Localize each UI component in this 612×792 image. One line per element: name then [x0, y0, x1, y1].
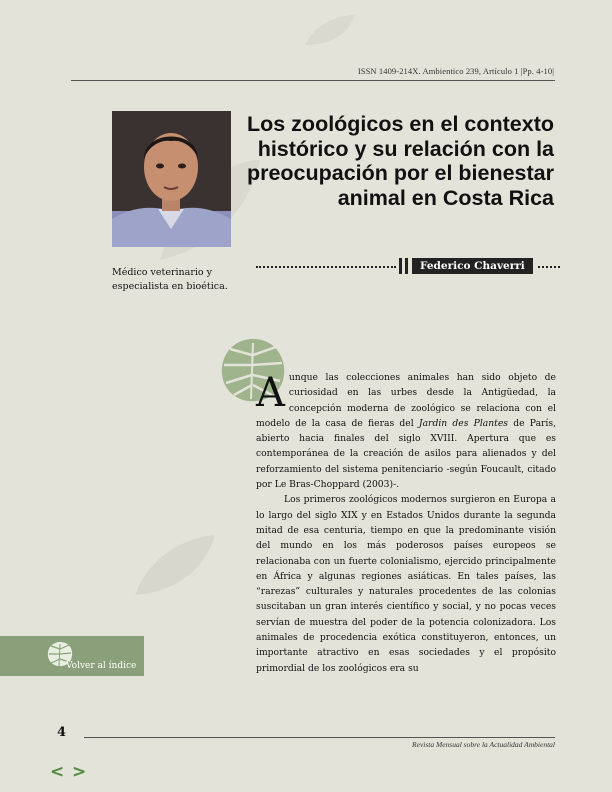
back-to-index-label: Volver al índice: [66, 661, 137, 671]
background-leaf-decoration: [130, 530, 220, 600]
drop-cap: A: [256, 370, 285, 416]
paragraph-1: [256, 370, 556, 492]
footer-divider: [84, 737, 555, 738]
dotted-rule-right: [538, 266, 560, 268]
journal-name: Revista Mensual sobre la Actualidad Ambiental: [412, 740, 555, 749]
previous-page-arrow-icon[interactable]: <: [50, 762, 65, 782]
dotted-rule-left: [256, 266, 396, 268]
article-body: [256, 370, 556, 676]
header-divider: [71, 80, 555, 81]
background-leaf-decoration: [300, 10, 360, 50]
paragraph-2: Los primeros zoológicos modernos surgieron en Europa a lo largo del siglo XIX y en Estados Unidos durante la segunda mitad de esa centuria, tiempo en que la predominante visión del mundo en los más poderosos países europeos se relacionaba con un fuerte colonialismo, ejercido principalmente en África y algunas regiones asiáticas. En tales países, las “rarezas” culturales y naturales procedentes de las colonias suscitaban un gran interés científico y social, y no pocas veces servían de muestra del poder de la potencia colonizadora. Los animales de procedencia exótica constituyeron, entonces, un importante atractivo en esas sociedades y el propósito primordial de los zoológicos era su: [256, 494, 556, 674]
back-to-index-button[interactable]: [0, 636, 144, 676]
next-page-arrow-icon[interactable]: >: [72, 762, 87, 782]
jardin-des-plantes-italic: Jardin des Plantes: [418, 417, 509, 429]
author-bio: Médico veterinario y especialista en bioética.: [112, 267, 228, 292]
byline-bar: [399, 258, 402, 274]
author-photo: [112, 111, 231, 247]
page-number: 4: [57, 725, 67, 740]
paragraph-1-text-end: de París, abierto hacia finales del siglo XVIII. Apertura que es contemporánea de la creación de asilos para alienados y del reforzamiento del sistema penitenciario -según Foucault, citado por Le Bras-Choppard (2003)-.: [256, 417, 557, 491]
article-title: Los zoológicos en el contexto histórico y su relación con la preocupación por el bienestar animal en Costa Rica: [246, 112, 554, 210]
author-name: Federico Chaverri: [412, 258, 533, 274]
author-byline: [256, 257, 560, 275]
byline-bar: [405, 258, 408, 274]
paragraph-1-text: unque las colecciones animales han sido objeto de curiosidad en las urbes desde la Antigüedad, la concepción moderna de zoológico se relaciona con el modelo de la casa de fieras del: [256, 372, 556, 429]
issn-reference: ISSN 1409-214X. Ambientico 239, Artículo 1 |Pp. 4-10|: [357, 66, 554, 76]
